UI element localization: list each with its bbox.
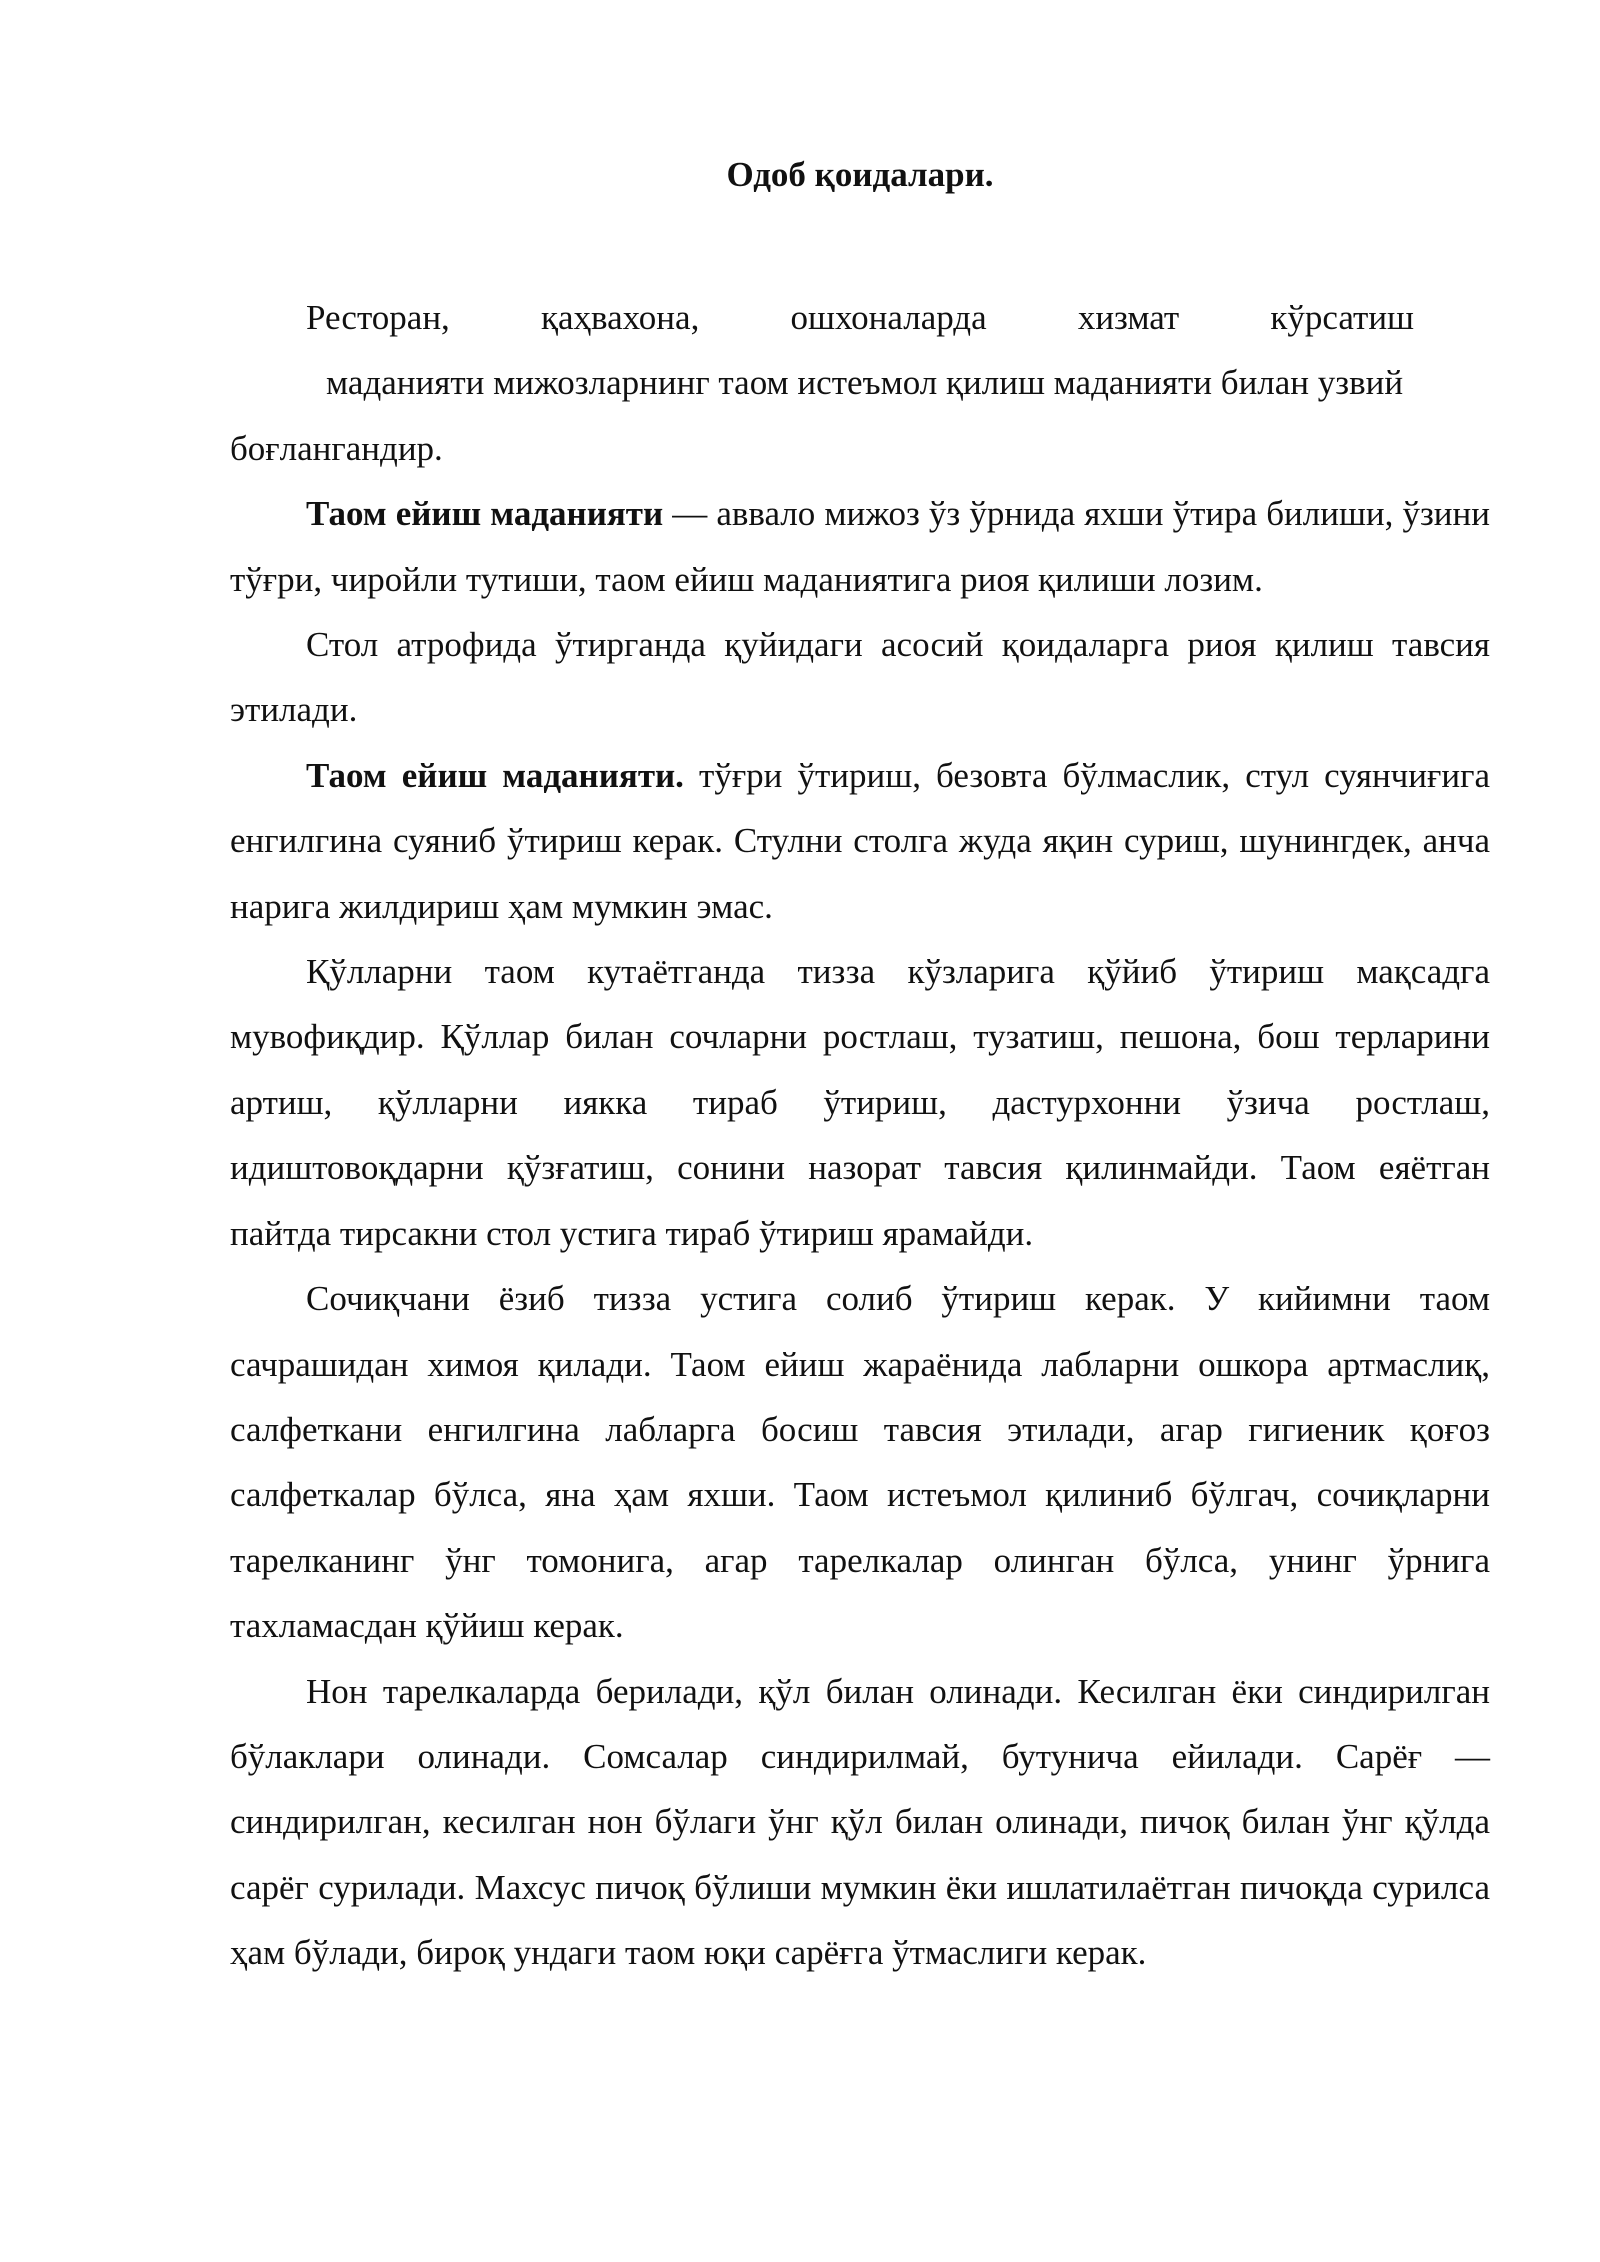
paragraph-intro — [230, 285, 1490, 481]
paragraph-text: Сочиқчани ёзиб тизза устига солиб ўтириш керак. У кийимни таом сачрашидан химоя қилади. Таом ейиш жараёнида лабларни ошкора артмаслиқ, салфеткани енгилгина лабларга босиш тавсия этилади, агар гигиеник қоғоз салфеткалар бўлса, яна ҳам яхши. Таом истеъмол қилиниб бўлгач, сочиқларни тарелканинг ўнг томонига, агар тарелкалар олинган бўлса, унинг ўрнига тахламасдан қўйиш керак. — [230, 1279, 1490, 1646]
intro-word: кўрсатиш — [1270, 298, 1414, 337]
intro-line-3: боғлангандир. — [230, 428, 443, 468]
paragraph-5 — [230, 939, 1490, 1266]
intro-word: ошхоналарда — [790, 298, 987, 337]
intro-word: хизмат — [1077, 298, 1180, 337]
intro-word: қаҳвахона, — [541, 298, 700, 337]
paragraph-6 — [230, 1266, 1490, 1658]
bold-term: Таом ейиш маданияти. — [306, 755, 684, 795]
paragraph-text: тўғри ўтириш, безовта бўлмаслик, стул суянчиғига енгилгина суяниб ўтириш керак. Стулни столга жуда яқин суриш, шунингдек, анча нарига жилдириш ҳам мумкин эмас. — [230, 755, 1490, 926]
paragraph-text: — аввало мижоз ўз ўрнида яхши ўтира билиши, ўзини тўғри, чиройли тутиши, таом ейиш маданиятига риоя қилиши лозим. — [230, 494, 1490, 599]
page-title: Одоб қоидалари. — [726, 155, 994, 194]
paragraph-4 — [230, 743, 1490, 939]
paragraph-text: Нон тарелкаларда берилади, қўл билан олинади. Кесилган ёки синдирилган бўлаклари олинади. Сомсалар синдирилмай, бутунича ейилади. Сарёғ — синдирилган, кесилган нон бўлаги ўнг қўл билан олинади, пичоқ билан ўнг қўлда сарёг сурилади. Махсус пичоқ бўлиши мумкин ёки ишлатилаётган пичоқда сурилса ҳам бўлади, бироқ ундаги таом юқи сарёғга ўтмаслиги керак. — [230, 1671, 1490, 1973]
document-body — [230, 285, 1490, 1986]
intro-line-1 — [306, 285, 1414, 350]
paragraph-text: Қўлларни таом кутаётганда тизза кўзларига қўйиб ўтириш мақсадга мувофиқдир. Қўллар билан сочларни ростлаш, тузатиш, пешона, бош терларини артиш, қўлларни иякка тираб ўтириш, дастурхонни ўзича ростлаш, идиштовоқдарни қўзғатиш, сонини назорат тавсия қилинмайди. Таом еяётган пайтда тирсакни стол устига тираб ўтириш ярамайди. — [230, 952, 1490, 1253]
intro-word: Ресторан, — [306, 298, 450, 337]
paragraph-3 — [230, 612, 1490, 743]
intro-line-2: маданияти мижозларнинг таом истеъмол қилиш маданияти билан узвий — [326, 363, 1404, 403]
paragraph-7 — [230, 1659, 1490, 1986]
paragraph-text: Стол атрофида ўтирганда қуйидаги асосий қоидаларга риоя қилиш тавсия этилади. — [230, 625, 1490, 730]
paragraph-2 — [230, 481, 1490, 612]
bold-term: Таом ейиш маданияти — [306, 494, 664, 534]
